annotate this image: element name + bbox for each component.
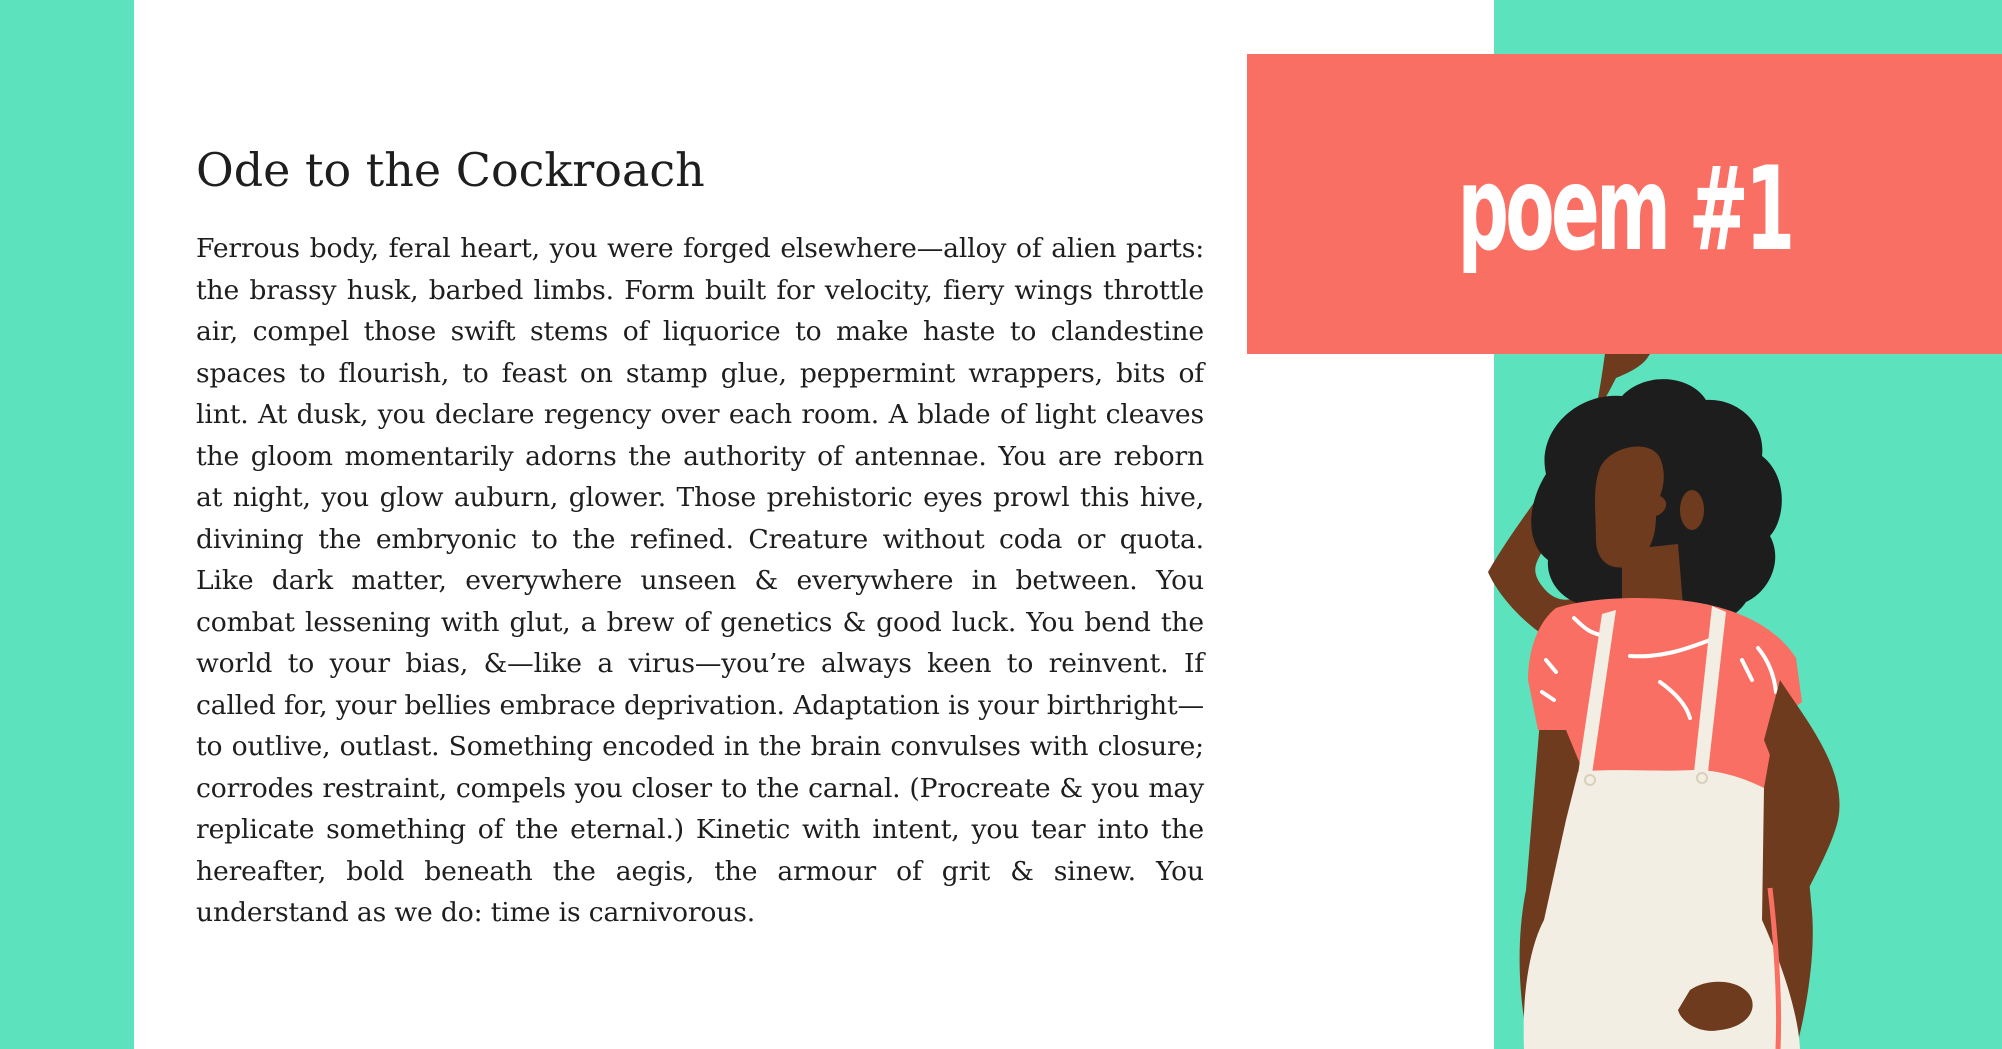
- left-accent-bar: [0, 0, 134, 1049]
- poem-number-label: poem #1: [1457, 142, 1792, 277]
- poem-body: Ferrous body, feral heart, you were forged elsewhere—alloy of alien parts: the brassy husk, barbed limbs. Form built for velocity, fiery wings throttle air, compel those swift stems of liquorice to make haste to clandestine spaces to flourish, to feast on stamp glue, peppermint wrappers, bits of lint. At dusk, you declare regency over each room. A blade of light cleaves the gloom momentarily adorns the authority of antennae. You are reborn at night, you glow auburn, glower. Those prehistoric eyes prowl this hive, divining the embryonic to the refined. Creature without coda or quota. Like dark matter, everywhere unseen & everywhere in between. You combat lessening with glut, a brew of genetics & good luck. You bend the world to your bias, &—like a virus—you’re always keen to reinvent. If called for, your bellies embrace deprivation. Adaptation is your birthright—to outlive, outlast. Something encoded in the brain convulses with closure; corrodes restraint, compels you closer to the carnal. (Procreate & you may replicate something of the eternal.) Kinetic with intent, you tear into the hereafter, bold beneath the aegis, the armour of grit & sinew. You understand as we do: time is carnivorous.: [196, 233, 1204, 928]
- poem-title: Ode to the Cockroach: [196, 143, 705, 197]
- poem-number-sign: [1247, 54, 2002, 354]
- woman-holding-sign-illustration: [1360, 300, 2002, 1049]
